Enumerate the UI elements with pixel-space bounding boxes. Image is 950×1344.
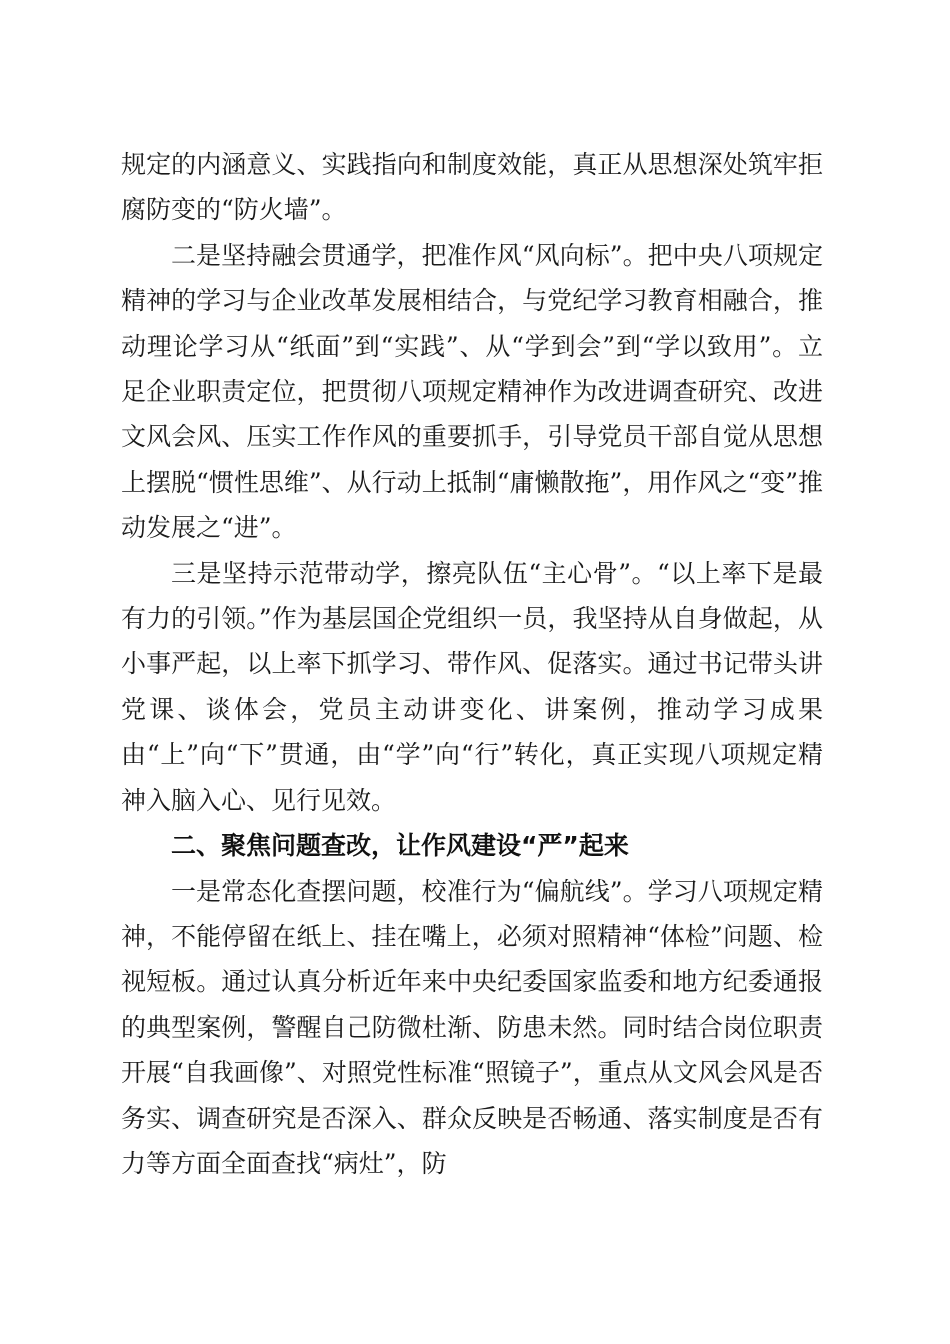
continued-paragraph: 规定的内涵意义、实践指向和制度效能，真正从思想深处筑牢拒腐防变的“防火墙”。	[121, 150, 823, 225]
document-body	[121, 142, 823, 1186]
paragraph-second-point: 二是坚持融会贯通学，把准作风“风向标”。把中央八项规定精神的学习与企业改革发展相结合，与党纪学习教育相融合，推动理论学习从“纸面”到“实践”、从“学到会”到“学以致用”。立足企业职责定位，把贯彻八项规定精神作为改进调查研究、改进文风会风、压实工作作风的重要抓手，引导党员干部自觉从思想上摆脱“惯性思维”、从行动上抵制“庸懒散拖”，用作风之“变”推动发展之“进”。	[121, 240, 823, 543]
paragraph-third-point: 三是坚持示范带动学，擦亮队伍“主心骨”。“以上率下是最有力的引领。”作为基层国企党组织一员，我坚持从自身做起，从小事严起，以上率下抓学习、带作风、促落实。通过书记带头讲党课、谈体会，党员主动讲变化、讲案例，推动学习成果由“上”向“下”贯通，由“学”向“行”转化，真正实现八项规定精神入脑入心、见行见效。	[121, 558, 823, 815]
section-heading: 二、聚焦问题查改，让作风建设“严”起来	[171, 831, 629, 861]
paragraph-first-point: 一是常态化查摆问题，校准行为“偏航线”。学习八项规定精神，不能停留在纸上、挂在嘴上，必须对照精神“体检”问题、检视短板。通过认真分析近年来中央纪委国家监委和地方纪委通报的典型案例，警醒自己防微杜渐、防患未然。同时结合岗位职责开展“自我画像”、对照党性标准“照镜子”，重点从文风会风是否务实、调查研究是否深入、群众反映是否畅通、落实制度是否有力等方面全面查找“病灶”，防	[121, 876, 823, 1178]
